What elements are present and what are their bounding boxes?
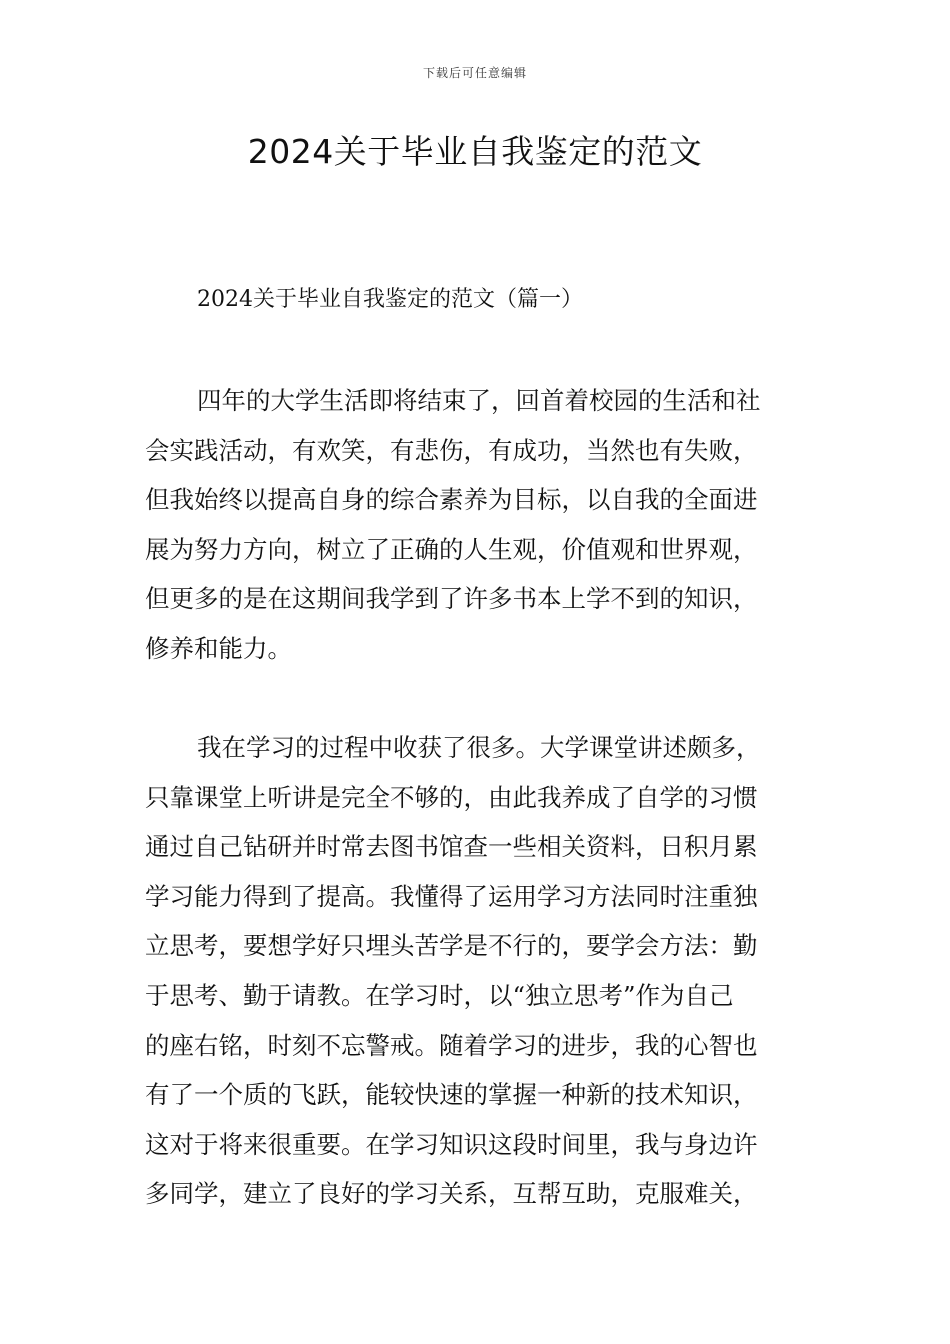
paragraph-line: 的座右铭，时刻不忘警戒。随着学习的进步，我的心智也 (145, 1030, 758, 1060)
paragraph-line: 但更多的是在这期间我学到了许多书本上学不到的知识， (145, 584, 758, 614)
document-title: 2024关于毕业自我鉴定的范文 (247, 132, 703, 171)
paragraph-line: 会实践活动，有欢笑，有悲伤，有成功，当然也有失败， (145, 435, 758, 465)
paragraph-line: 多同学，建立了良好的学习关系，互帮互助，克服难关， (145, 1179, 758, 1209)
section-subtitle: 2024关于毕业自我鉴定的范文（篇一） (197, 287, 583, 312)
paragraph-line: 但我始终以提高自身的综合素养为目标，以自我的全面进 (145, 485, 758, 515)
paragraph-line: 修养和能力。 (145, 633, 292, 663)
paragraph-line: 展为努力方向，树立了正确的人生观，价值观和世界观， (145, 534, 758, 564)
paragraph-line: 于思考、勤于请教。在学习时，以“独立思考”作为自己 (145, 980, 734, 1010)
paragraph-line: 这对于将来很重要。在学习知识这段时间里，我与身边许 (145, 1129, 758, 1159)
paragraph (145, 376, 810, 674)
paragraph-line: 立思考，要想学好只埋头苦学是不行的，要学会方法：勤 (145, 931, 758, 961)
paragraph-line: 只靠课堂上听讲是完全不够的，由此我养成了自学的习惯 (145, 782, 758, 812)
paragraph-line: 四年的大学生活即将结束了，回首着校园的生活和社 (197, 386, 761, 415)
paragraph (145, 723, 810, 1219)
paragraph-line: 有了一个质的飞跃，能较快速的掌握一种新的技术知识， (145, 1080, 758, 1110)
paragraph-line: 学习能力得到了提高。我懂得了运用学习方法同时注重独 (145, 881, 758, 911)
paragraph-line: 通过自己钻研并时常去图书馆查一些相关资料，日积月累 (145, 832, 758, 862)
header-note: 下载后可任意编辑 (422, 66, 527, 80)
paragraph-line: 我在学习的过程中收获了很多。大学课堂讲述颇多， (197, 733, 761, 762)
